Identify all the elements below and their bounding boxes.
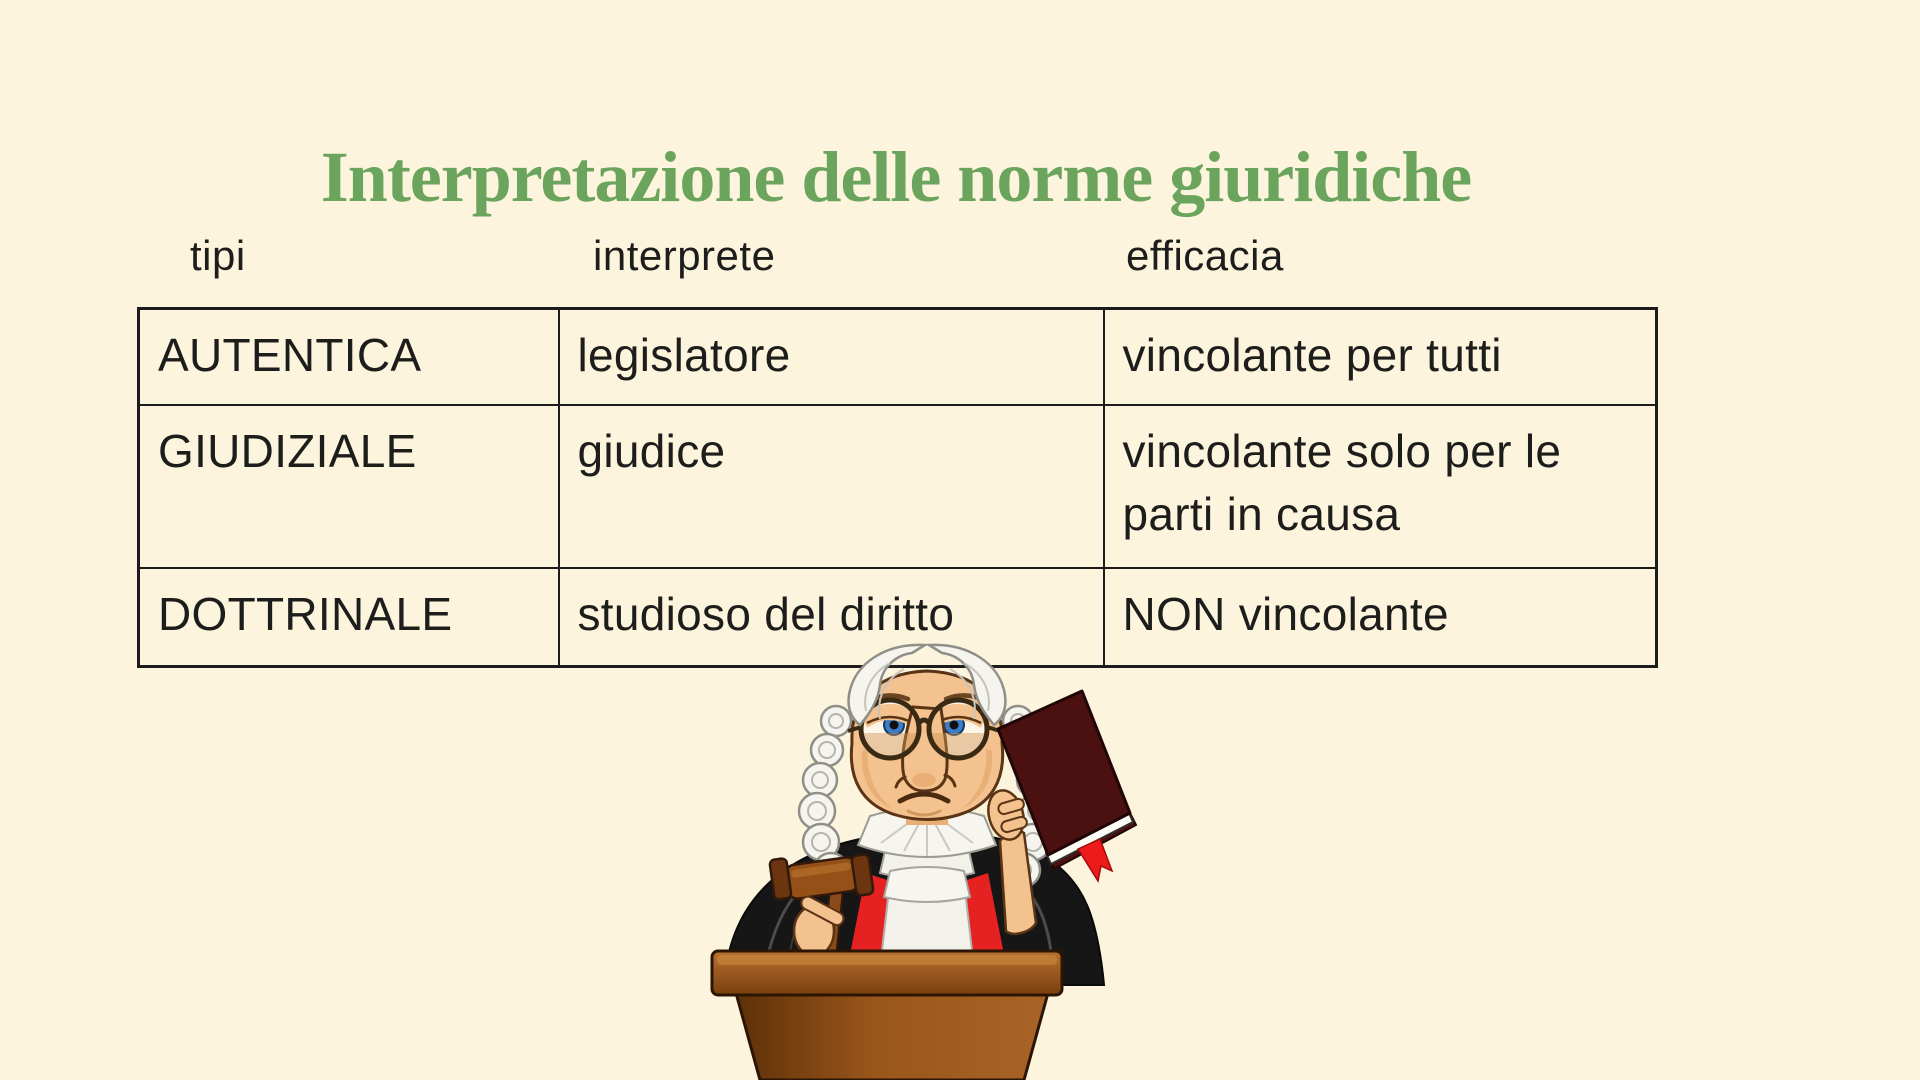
cell-interprete-dottrinale: studioso del diritto: [559, 568, 1104, 667]
cell-tipo-dottrinale: DOTTRINALE: [139, 568, 559, 667]
cell-tipo-giudiziale: GIUDIZIALE: [139, 405, 559, 568]
page-title: Interpretazione delle norme giuridiche: [320, 137, 1472, 218]
column-header-interprete: interprete: [593, 232, 776, 279]
column-header-tipi: tipi: [190, 232, 246, 279]
column-header-efficacia: efficacia: [1126, 232, 1284, 279]
cell-interprete-giudiziale: giudice: [559, 405, 1104, 568]
judge-illustration: [700, 633, 1160, 1080]
cell-efficacia-giudiziale: vincolante solo per le parti in causa: [1104, 405, 1657, 568]
cell-interprete-autentica: legislatore: [559, 309, 1104, 405]
cell-tipo-autentica: AUTENTICA: [139, 309, 559, 405]
table-row: [139, 405, 1657, 568]
cell-efficacia-autentica: vincolante per tutti: [1104, 309, 1657, 405]
table-column-headers: [0, 232, 1920, 284]
interpretation-table: [137, 307, 1658, 668]
podium: [712, 951, 1062, 1080]
table-row: [139, 309, 1657, 405]
cell-efficacia-dottrinale: NON vincolante: [1104, 568, 1657, 667]
